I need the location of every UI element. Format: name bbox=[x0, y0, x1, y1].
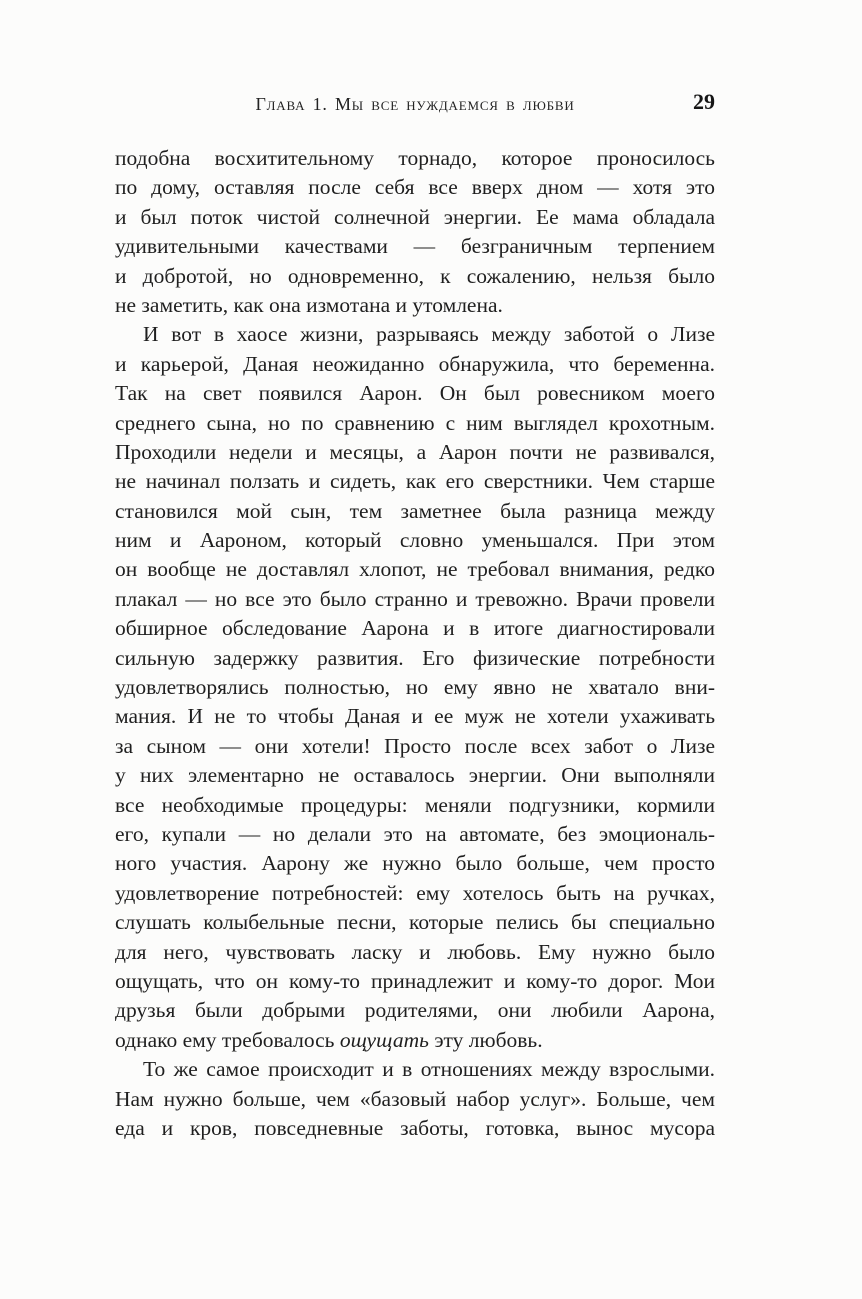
text-line: подобна восхитительному торнадо, которое проносилось bbox=[115, 146, 715, 170]
text-line: Проходили недели и месяцы, а Аарон почти не развивался, bbox=[115, 439, 715, 464]
text-line: ощущать, что он кому-то принадлежит и кому-то дорог. Мои bbox=[115, 968, 715, 993]
text-line: мания. И не то чтобы Даная и ее муж не хотели ухаживать bbox=[115, 704, 715, 729]
paragraph bbox=[115, 1055, 715, 1143]
text-line: становился мой сын, тем заметнее была разница между bbox=[115, 498, 715, 523]
text-line: И вот в хаосе жизни, разрываясь между заботой о Лизе bbox=[143, 322, 715, 347]
text-segment: эту любовь. bbox=[428, 1027, 543, 1052]
text-line: все необходимые процедуры: меняли подгузники, кормили bbox=[115, 792, 715, 817]
paragraph bbox=[115, 320, 715, 1055]
text-line: удивительными качествами — безграничным терпением bbox=[115, 234, 715, 259]
text-line: удовлетворение потребностей: ему хотелось быть на ручках, bbox=[115, 880, 715, 905]
text-line: по дому, оставляя после себя все вверх дном — хотя это bbox=[115, 175, 715, 200]
body-text bbox=[115, 144, 715, 1143]
text-line: Нам нужно больше, чем «базовый набор услуг». Больше, чем bbox=[115, 1086, 715, 1111]
text-line: у них элементарно не оставалось энергии. Они выполняли bbox=[115, 763, 715, 788]
running-head bbox=[115, 89, 715, 118]
text-line: не заметить, как она измотана и утомлена. bbox=[115, 292, 503, 317]
text-line: обширное обследование Аарона и в итоге диагностировали bbox=[115, 616, 715, 641]
emphasized-word: ощущать bbox=[339, 1027, 429, 1052]
text-line: плакал — но все это было странно и тревожно. Врачи провели bbox=[115, 586, 715, 611]
text-line: Так на свет появился Аарон. Он был ровесником моего bbox=[115, 381, 715, 406]
running-head-chapter-title: Глава 1. Мы все нуждаемся в любви bbox=[255, 94, 575, 114]
text-line: То же самое происходит и в отношениях между взрослыми. bbox=[143, 1057, 715, 1082]
text-line: его, купали — но делали это на автомате, без эмоциональ- bbox=[115, 821, 715, 846]
text-line: и карьерой, Даная неожиданно обнаружила, что беременна. bbox=[115, 351, 715, 376]
text-line: ним и Аароном, который словно уменьшался. При этом bbox=[115, 528, 715, 553]
text-line: и был поток чистой солнечной энергии. Ее мама обладала bbox=[115, 204, 715, 229]
text-line: за сыном — они хотели! Просто после всех забот о Лизе bbox=[115, 733, 715, 758]
text-line: сильную задержку развития. Его физические потребности bbox=[115, 645, 715, 670]
text-line: и добротой, но одновременно, к сожалению, нельзя было bbox=[115, 263, 715, 288]
text-line bbox=[115, 1026, 715, 1055]
text-line: удовлетворялись полностью, но ему явно не хватало вни- bbox=[115, 675, 715, 700]
text-line: среднего сына, но по сравнению с ним выглядел крохотным. bbox=[115, 410, 715, 435]
text-line: слушать колыбельные песни, которые пелись бы специально bbox=[115, 910, 715, 935]
text-line: он вообще не доставлял хлопот, не требовал внимания, редко bbox=[115, 557, 715, 582]
text-line: для него, чувствовать ласку и любовь. Ему нужно было bbox=[115, 939, 715, 964]
page-number: 29 bbox=[693, 89, 715, 114]
text-line: еда и кров, повседневные заботы, готовка, вынос мусора bbox=[115, 1115, 715, 1140]
text-segment: однако ему требовалось bbox=[115, 1027, 340, 1052]
text-line: друзья были добрыми родителями, они любили Аарона, bbox=[115, 998, 715, 1023]
text-line: ного участия. Аарону же нужно было больше, чем просто bbox=[115, 851, 715, 876]
text-line: не начинал ползать и сидеть, как его сверстники. Чем старше bbox=[115, 469, 715, 494]
paragraph bbox=[115, 144, 715, 320]
